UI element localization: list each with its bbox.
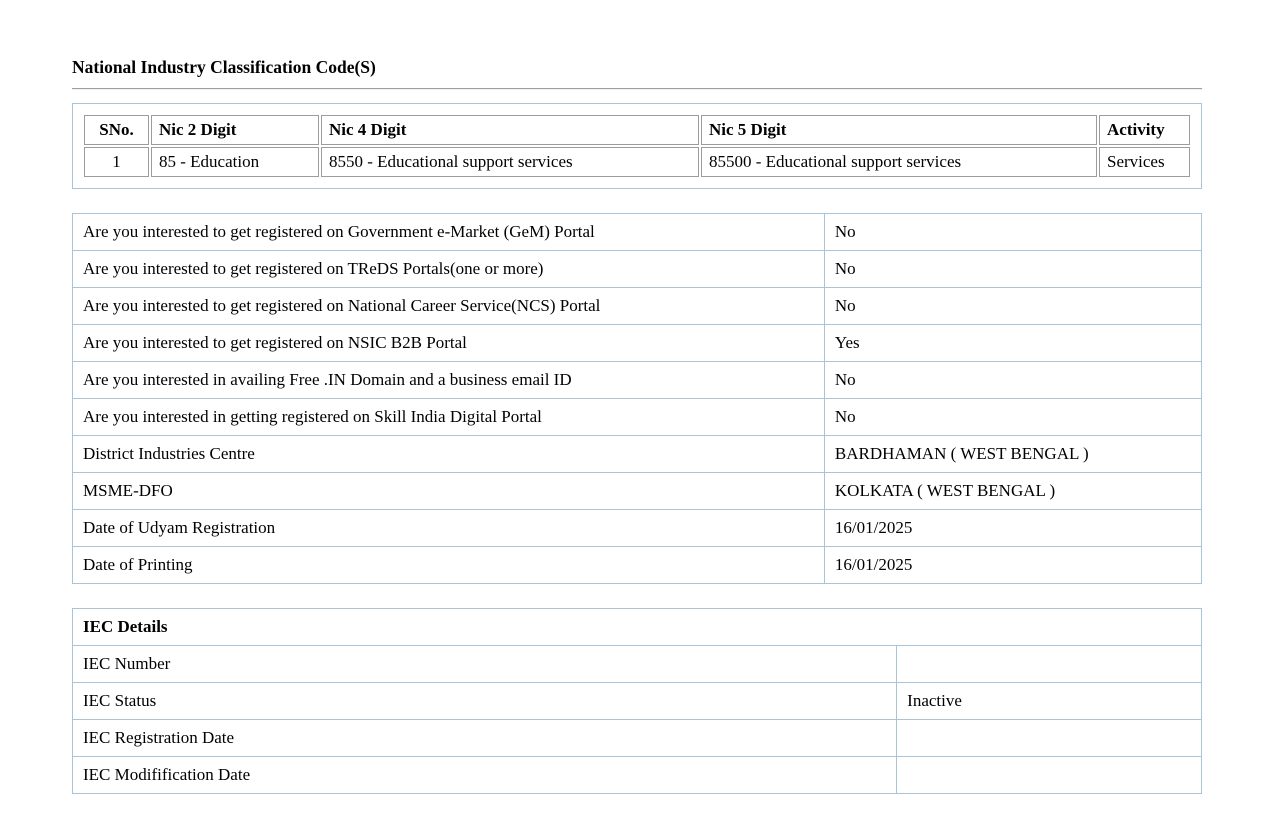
nic-cell-nic4: 8550 - Educational support services — [321, 147, 699, 177]
nic-header-row — [84, 115, 1190, 145]
iec-value-cell: Inactive — [897, 683, 1202, 720]
table-row — [73, 720, 1202, 757]
table-row — [73, 473, 1202, 510]
answer-cell: 16/01/2025 — [824, 547, 1201, 584]
iec-label-cell: IEC Modifification Date — [73, 757, 897, 794]
nic-header-nic4: Nic 4 Digit — [321, 115, 699, 145]
question-cell: Are you interested to get registered on Government e-Market (GeM) Portal — [73, 214, 825, 251]
nic-codes-table-container — [72, 103, 1202, 189]
answer-cell: BARDHAMAN ( WEST BENGAL ) — [824, 436, 1201, 473]
table-row — [73, 399, 1202, 436]
iec-value-cell — [897, 646, 1202, 683]
question-cell: Are you interested in availing Free .IN Domain and a business email ID — [73, 362, 825, 399]
iec-value-cell — [897, 757, 1202, 794]
table-row — [73, 436, 1202, 473]
nic-data-row — [84, 147, 1190, 177]
nic-cell-sno: 1 — [84, 147, 149, 177]
table-row — [73, 325, 1202, 362]
question-cell: Are you interested to get registered on National Career Service(NCS) Portal — [73, 288, 825, 325]
nic-cell-nic2: 85 - Education — [151, 147, 319, 177]
iec-section-title: IEC Details — [73, 609, 1202, 646]
question-cell: Date of Printing — [73, 547, 825, 584]
question-cell: Are you interested in getting registered on Skill India Digital Portal — [73, 399, 825, 436]
answer-cell: No — [824, 362, 1201, 399]
question-cell: District Industries Centre — [73, 436, 825, 473]
nic-cell-nic5: 85500 - Educational support services — [701, 147, 1097, 177]
iec-label-cell: IEC Status — [73, 683, 897, 720]
table-row — [73, 683, 1202, 720]
answer-cell: No — [824, 288, 1201, 325]
page-title: National Industry Classification Code(S) — [72, 57, 376, 77]
answer-cell: 16/01/2025 — [824, 510, 1201, 547]
question-cell: Are you interested to get registered on NSIC B2B Portal — [73, 325, 825, 362]
nic-header-sno: SNo. — [84, 115, 149, 145]
table-row — [73, 251, 1202, 288]
answer-cell: No — [824, 214, 1201, 251]
table-row — [73, 547, 1202, 584]
answer-cell: No — [824, 251, 1201, 288]
title-divider — [72, 88, 1202, 90]
nic-cell-activity: Services — [1099, 147, 1190, 177]
registration-details-table — [72, 213, 1202, 584]
iec-value-cell — [897, 720, 1202, 757]
nic-header-activity: Activity — [1099, 115, 1190, 145]
table-row — [73, 288, 1202, 325]
answer-cell: Yes — [824, 325, 1201, 362]
question-cell: Are you interested to get registered on TReDS Portals(one or more) — [73, 251, 825, 288]
nic-codes-table — [82, 113, 1192, 179]
answer-cell: KOLKATA ( WEST BENGAL ) — [824, 473, 1201, 510]
nic-header-nic2: Nic 2 Digit — [151, 115, 319, 145]
table-row — [73, 362, 1202, 399]
iec-details-table — [72, 608, 1202, 794]
table-row — [73, 757, 1202, 794]
question-cell: MSME-DFO — [73, 473, 825, 510]
answer-cell: No — [824, 399, 1201, 436]
table-row — [73, 214, 1202, 251]
table-row — [73, 646, 1202, 683]
iec-section-header-row — [73, 609, 1202, 646]
question-cell: Date of Udyam Registration — [73, 510, 825, 547]
nic-header-nic5: Nic 5 Digit — [701, 115, 1097, 145]
iec-label-cell: IEC Number — [73, 646, 897, 683]
table-row — [73, 510, 1202, 547]
iec-label-cell: IEC Registration Date — [73, 720, 897, 757]
